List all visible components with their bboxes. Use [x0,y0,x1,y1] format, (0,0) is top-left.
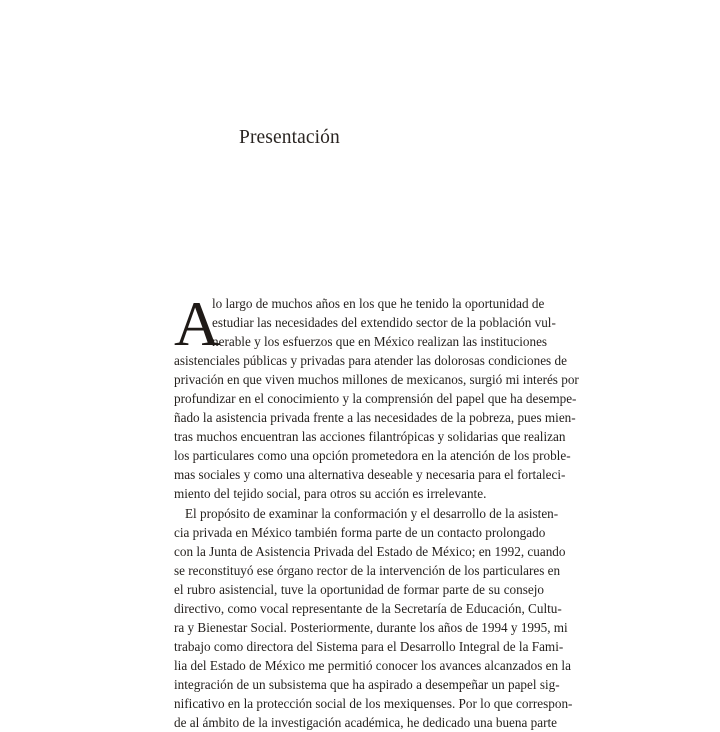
text-line: tras muchos encuentran las acciones filantrópicas y solidarias que realizan [174,429,566,445]
text-line: nificativo en la protección social de los mexiquenses. Por lo que correspon- [174,695,573,711]
text-line: estudiar las necesidades del extendido sector de la población vul- [212,315,556,331]
text-line: lia del Estado de México me permitió conocer los avances alcanzados en la [174,657,571,673]
text-line: ra y Bienestar Social. Posteriormente, durante los años de 1994 y 1995, mi [174,619,568,635]
text-line: mas sociales y como una alternativa deseable y necesaria para el fortaleci- [174,467,566,483]
text-line: nerable y los esfuerzos que en México realizan las instituciones [212,334,548,350]
text-line: cia privada en México también forma parte de un contacto prolongado [174,524,546,540]
paragraph-2 [174,504,573,732]
text-line: asistenciales públicas y privadas para atender las dolorosas condiciones de [174,353,567,369]
text-line: lo largo de muchos años en los que he tenido la oportunidad de [212,296,545,311]
drop-cap: A [174,288,221,359]
text-line: los particulares como una opción prometedora en la atención de los proble- [174,448,571,464]
text-line: integración de un subsistema que ha aspirado a desempeñar un papel sig- [174,676,560,692]
body-text [174,288,579,732]
text-line: el rubro asistencial, tuve la oportunidad de formar parte de su consejo [174,581,544,597]
text-line: de al ámbito de la investigación académica, he dedicado una buena parte [174,715,557,731]
text-line: privación en que viven muchos millones de mexicanos, surgió mi interés por [174,372,579,388]
text-line: profundizar en el conocimiento y la comprensión del papel que ha desempe- [174,391,577,407]
text-line: con la Junta de Asistencia Privada del Estado de México; en 1992, cuando [174,543,566,559]
text-line: trabajo como directora del Sistema para el Desarrollo Integral de la Fami- [174,638,564,654]
text-line: ñado la asistencia privada frente a las necesidades de la pobreza, pues mien- [174,410,576,426]
page-title: Presentación [239,127,340,148]
paragraph-1 [174,288,579,504]
text-line: se reconstituyó ese órgano rector de la intervención de los particulares en [174,562,561,578]
text-line: miento del tejido social, para otros su acción es irrelevante. [174,486,487,502]
text-line: directivo, como vocal representante de la Secretaría de Educación, Cultu- [174,600,562,616]
text-line: El propósito de examinar la conformación y el desarrollo de la asisten- [185,505,559,521]
